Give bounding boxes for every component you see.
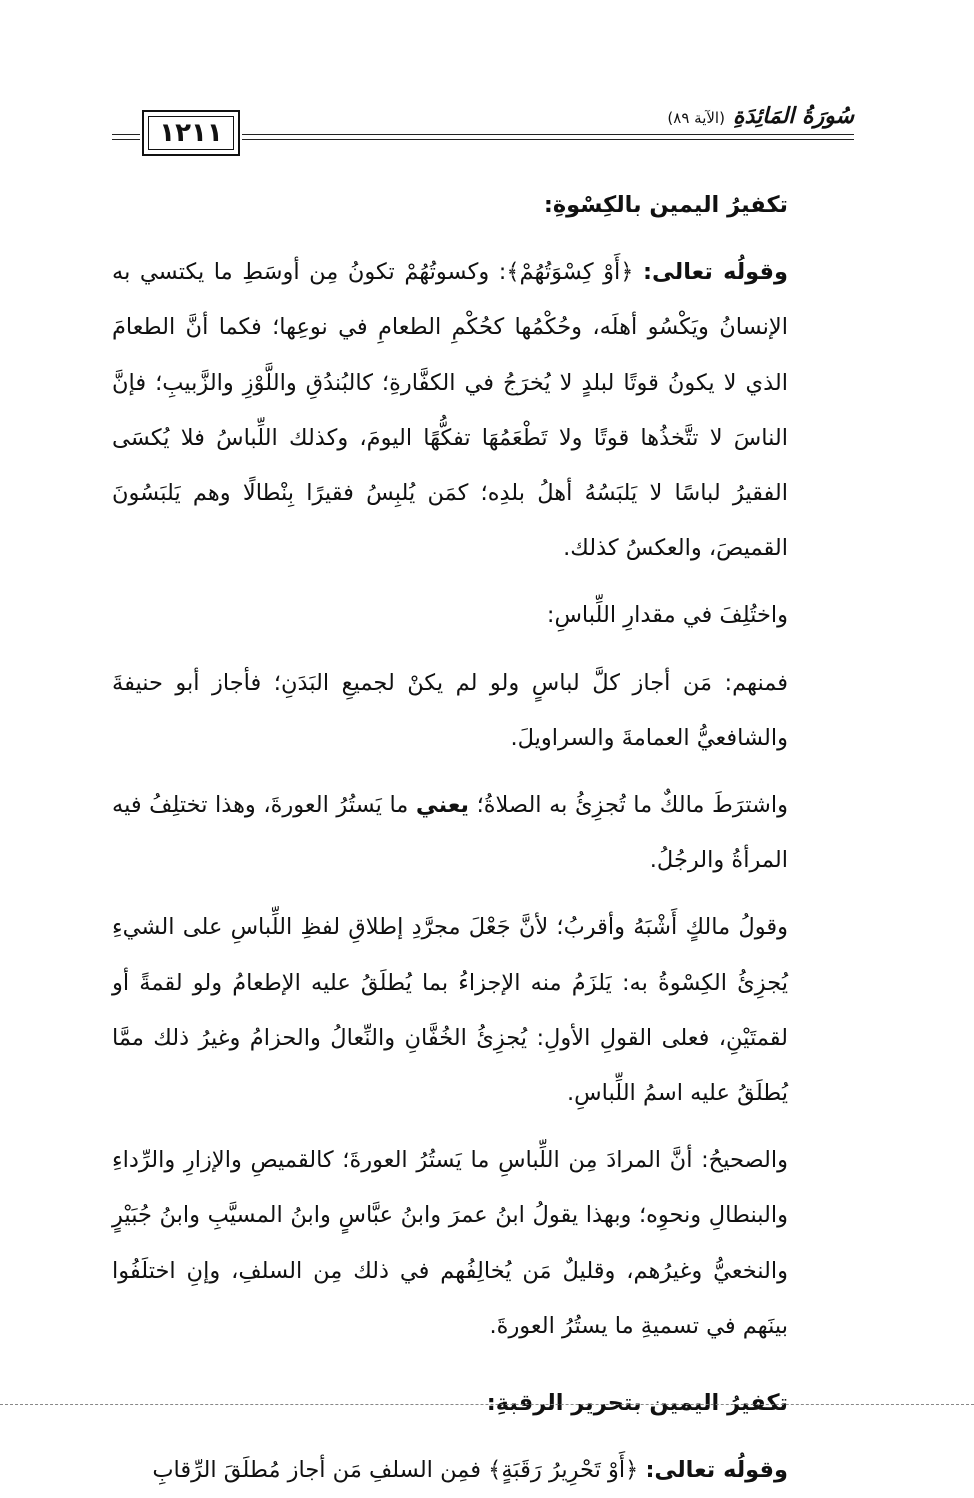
header-rule-left-top bbox=[112, 134, 140, 135]
emphasis-word: يعني bbox=[415, 792, 470, 819]
verse-intro: وقولُه تعالى: bbox=[645, 1457, 788, 1484]
header-rule-right-top bbox=[242, 134, 854, 135]
paragraph-text: فمِن السلفِ مَن أجاز مُطلَقَ الرِّقابِ bbox=[152, 1457, 481, 1484]
verse-intro: وقولُه تعالى: bbox=[643, 259, 788, 286]
section-heading-clothing: تكفيرُ اليمين بالكِسْوةِ: bbox=[543, 192, 788, 218]
page-bottom-edge bbox=[0, 1404, 974, 1405]
body-text bbox=[112, 178, 788, 1498]
paragraph-dispute: واختُلِفَ في مقدارِ اللِّباسِ: bbox=[546, 602, 788, 629]
header-rule-left-bottom bbox=[112, 139, 140, 140]
section-heading-freeing-slave: تكفيرُ اليمين بتحرير الرقبةِ: bbox=[486, 1390, 788, 1417]
paragraph-freeing-verse bbox=[112, 1443, 788, 1498]
paragraph-first-opinion: فمنهم: مَن أجاز كلَّ لباسٍ ولو لم يكنْ لجميعِ البَدَنِ؛ فأجاز أبو حنيفةَ والشافعيُّ العمامةَ والسراويلَ. bbox=[112, 669, 788, 751]
paragraph-text: : وكسوتُهُمْ تكونُ مِن أوسَطِ ما يكتسي به الإنسانُ ويَكْسُو أهلَه، وحُكْمُها كحُكْمِ الطعامِ في نوعِها؛ فكما أنَّ الطعامَ الذي لا يكونُ قوتًا لبلدٍ لا يُخرَجُ في الكفَّارةِ؛ كالبُندُقِ واللَّوْزِ والزَّبيبِ؛ فإنَّ الناسَ لا تتَّخذُها قوتًا ولا تَطْعَمُهَا تفكُّهًا اليومَ، وكذلك اللِّباسُ فلا يُكسَى الفقيرُ لباسًا لا يَلبَسُهُ أهلُ بلدِه؛ كمَن يُلبِسُ فقيرًا بِنْطالًا وهم يَلبَسُونَ القميصَ، والعكسُ كذلك. bbox=[112, 259, 788, 562]
ayah-reference: (الآية ٨٩) bbox=[667, 109, 725, 127]
page-number: ١٢١١ bbox=[148, 116, 234, 150]
paragraph-clothing-verse bbox=[112, 245, 788, 576]
paragraph-text: واشترَطَ مالكٌ ما تُجزِئُ به الصلاةُ؛ bbox=[476, 792, 788, 819]
paragraph-correct-view: والصحيحُ: أنَّ المرادَ مِن اللِّباسِ ما يَستُرُ العورةَ؛ كالقميصِ والإزارِ والرِّداءِ والبنطالِ ونحوِه؛ وبهذا يقولُ ابنُ عمرَ وابنُ عبَّاسٍ وابنُ المسيَّبِ وابنُ جُبَيْرٍ والنخعيُّ وغيرُهم، وقليلٌ مَن يُخالِفُهم في ذلك مِن السلفِ، وإنِ اختلَفُوا بينَهم في تسميةِ ما يستُرُ العورةَ. bbox=[112, 1147, 788, 1339]
surah-name: سُورَةُ المَائِدَةِ bbox=[732, 104, 854, 129]
running-title bbox=[667, 104, 854, 129]
quran-quote-freeing: ﴿أَوْ تَحْرِيرُ رَقَبَةٍ﴾ bbox=[488, 1457, 639, 1484]
paragraph-preferred-view: وقولُ مالكٍ أَشْبَهُ وأقربُ؛ لأنَّ جَعْلَ مجرَّدِ إطلاقِ لفظِ اللِّباسِ على الشيءِ يُجزِئُ الكِسْوةُ به: يَلزَمُ منه الإجزاءُ بما يُطلَقُ عليه الإطعامُ ولو لقمةً أو لقمتَيْنِ، فعلى القولِ الأولِ: يُجزِئُ الخُفَّانِ والنِّعالُ والحزامُ وغيرُ ذلك ممَّا يُطلَقُ عليه اسمُ اللِّباسِ. bbox=[112, 914, 788, 1107]
quran-quote-clothing: ﴿أَوْ كِسْوَتُهُمْ﴾ bbox=[506, 259, 634, 286]
page-number-box bbox=[142, 110, 240, 156]
running-header bbox=[112, 104, 854, 166]
paragraph-text: ما يَستُرُ العورةَ، وهذا تختلِفُ فيه المرأةُ والرجُلُ. bbox=[112, 792, 788, 874]
paragraph-malik-condition bbox=[112, 778, 788, 888]
header-rule-right-bottom bbox=[242, 139, 854, 140]
